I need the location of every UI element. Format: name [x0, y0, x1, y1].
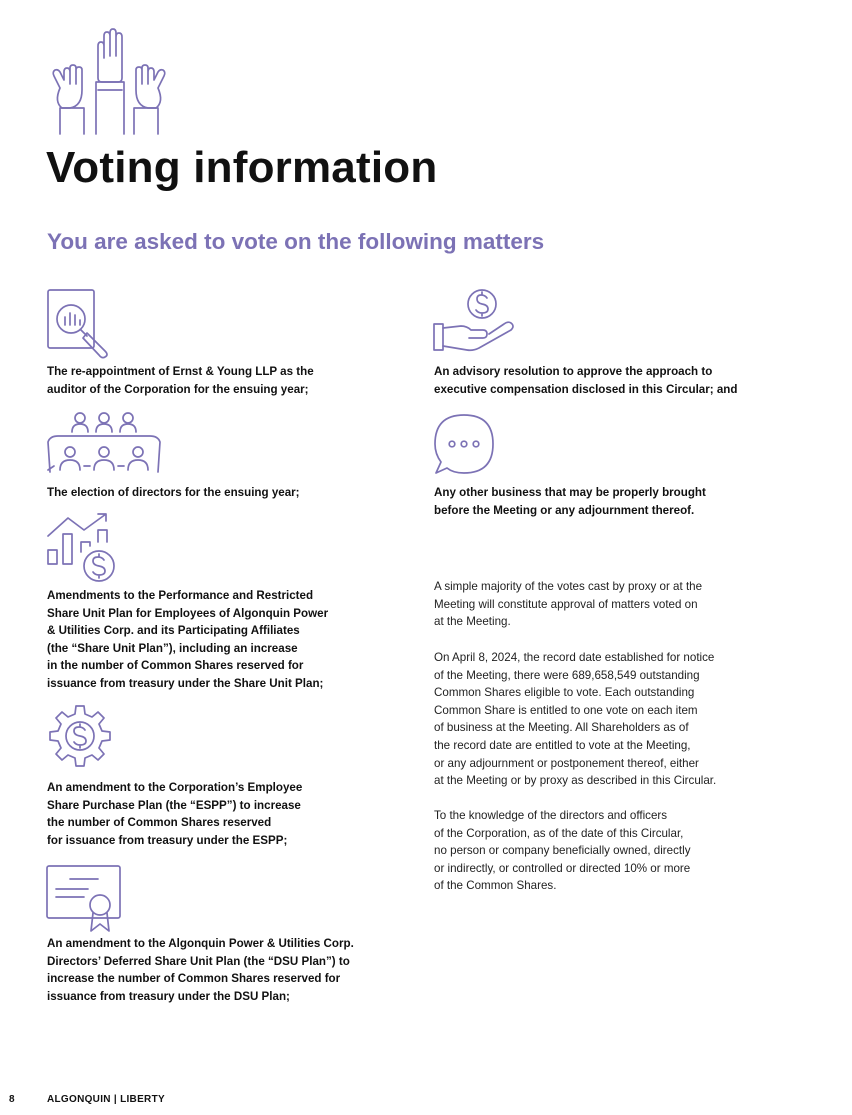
magnifying-glass-report-icon [47, 289, 113, 359]
matter-other-business [434, 484, 706, 519]
text-line: issuance from treasury under the Share Unit Plan; [47, 676, 324, 690]
matter-espp [47, 779, 302, 849]
text-line: Meeting will constitute approval of matters voted on [434, 597, 698, 611]
matter-executive-compensation [434, 363, 737, 398]
matter-auditor [47, 363, 314, 398]
text-line: the number of Common Shares reserved [47, 816, 272, 830]
text-line: A simple majority of the votes cast by proxy or at the [434, 580, 703, 593]
footer-brand: ALGONQUIN | LIBERTY [47, 1094, 165, 1105]
text-line: (the “Share Unit Plan”), including an increase [47, 641, 298, 655]
paragraph-record-date [434, 649, 716, 790]
text-line: at the Meeting. [434, 615, 511, 629]
text-line: executive compensation disclosed in this Circular; and [434, 382, 738, 396]
text-line: at the Meeting or by proxy as described in this Circular. [434, 774, 717, 788]
page-number: 8 [9, 1094, 15, 1105]
text-line: Any other business that may be properly brought [434, 486, 706, 499]
text-line: in the number of Common Shares reserved for [47, 659, 304, 673]
matter-share-unit-plan [47, 587, 328, 693]
hand-dollar-icon [433, 288, 517, 356]
matter-dsu-plan [47, 935, 354, 1005]
text-line: Common Shares eligible to vote. Each outstanding [434, 686, 695, 700]
text-line: or indirectly, or controlled or directed 10% or more [434, 861, 691, 875]
text-line: Share Unit Plan for Employees of Algonquin Power [47, 606, 329, 620]
text-line: To the knowledge of the directors and officers [434, 809, 668, 822]
text-line: Common Share is entitled to one vote on each item [434, 703, 698, 717]
growth-chart-dollar-icon [46, 512, 118, 584]
text-line: before the Meeting or any adjournment thereof. [434, 503, 695, 517]
speech-bubble-icon [433, 413, 497, 477]
certificate-icon [46, 865, 122, 933]
text-line: or any adjournment or postponement thereof, either [434, 756, 699, 770]
text-line: The election of directors for the ensuing year; [47, 486, 300, 499]
text-line: Directors’ Deferred Share Unit Plan (the “DSU Plan”) to [47, 954, 350, 968]
text-line: increase the number of Common Shares reserved for [47, 972, 341, 986]
text-line: issuance from treasury under the DSU Plan; [47, 989, 290, 1003]
text-line: & Utilities Corp. and its Participating Affiliates [47, 624, 300, 638]
text-line: An amendment to the Corporation’s Employee [47, 781, 303, 794]
paragraph-majority [434, 578, 702, 631]
text-line: auditor of the Corporation for the ensuing year; [47, 382, 309, 396]
text-line: of the Corporation, as of the date of this Circular, [434, 826, 684, 840]
paragraph-ownership [434, 807, 691, 895]
text-line: of business at the Meeting. All Shareholders as of [434, 721, 689, 735]
raised-hands-icon [46, 28, 172, 136]
board-meeting-icon [46, 410, 162, 474]
text-line: for issuance from treasury under the ESPP; [47, 833, 288, 847]
text-line: Amendments to the Performance and Restricted [47, 589, 314, 602]
text-line: On April 8, 2024, the record date established for notice [434, 651, 715, 664]
text-line: of the Meeting, there were 689,658,549 outstanding [434, 668, 700, 682]
text-line: The re-appointment of Ernst & Young LLP as the [47, 365, 314, 378]
page-title: Voting information [46, 143, 438, 192]
gear-dollar-icon [46, 704, 114, 772]
text-line: the record date are entitled to vote at the Meeting, [434, 738, 691, 752]
text-line: An advisory resolution to approve the approach to [434, 365, 713, 378]
text-line: An amendment to the Algonquin Power & Utilities Corp. [47, 937, 354, 950]
text-line: no person or company beneficially owned, directly [434, 844, 691, 858]
text-line: of the Common Shares. [434, 879, 557, 893]
matter-directors [47, 484, 300, 502]
page-subtitle: You are asked to vote on the following matters [47, 229, 545, 254]
text-line: Share Purchase Plan (the “ESPP”) to increase [47, 798, 301, 812]
